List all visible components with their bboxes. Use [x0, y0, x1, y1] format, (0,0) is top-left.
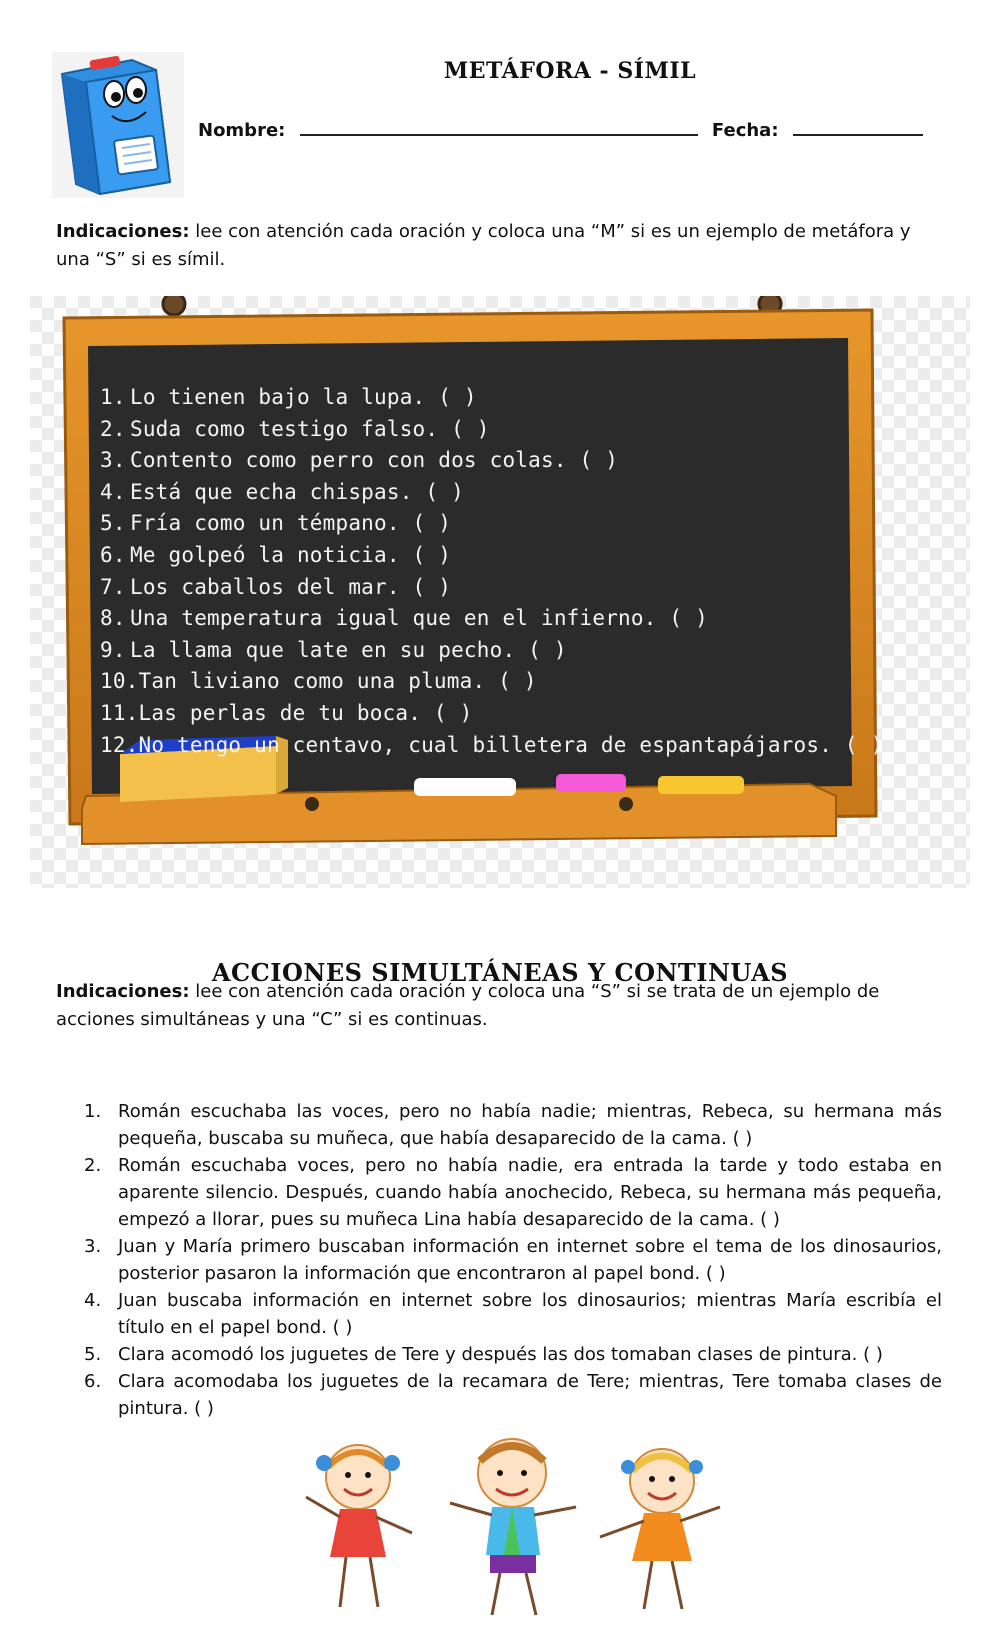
list-item: 6. Clara acomodaba los juguetes de la recamara de Tere; mientras, Tere tomaba clases de pintura. ( ) — [84, 1371, 942, 1419]
list-item: 8. Una temperatura igual que en el infierno. ( ) — [100, 606, 708, 631]
name-date-row — [198, 120, 931, 141]
instructions-label: Indicaciones: — [56, 981, 190, 1002]
list-item: 2. Román escuchaba voces, pero no había nadie, era entrada la tarde y todo estaba en aparente silencio. Después, cuando había anochecido, Rebeca, su hermana más pequeña, empezó a llorar, pues su muñeca Lina había desaparecido de la cama. ( ) — [84, 1155, 942, 1230]
list-item: 10.Tan liviano como una pluma. ( ) — [100, 669, 537, 694]
list-item: 4. Juan buscaba información en internet sobre los dinosaurios; mientras María escribía el título en el papel bond. ( ) — [84, 1290, 942, 1338]
instructions-text: lee con atención cada oración y coloca una “S” si se trata de un ejemplo de acciones simultáneas y una “C” si es continuas. — [56, 981, 880, 1030]
list-item: 5. Fría como un témpano. ( ) — [100, 511, 452, 536]
date-field[interactable] — [793, 133, 923, 136]
list-item: 6. Me golpeó la noticia. ( ) — [100, 542, 452, 567]
list-item: 9. La llama que late en su pecho. ( ) — [100, 637, 567, 662]
date-label: Fecha: — [711, 120, 779, 141]
name-label: Nombre: — [198, 120, 286, 141]
kids-jumping-illustration — [300, 1437, 740, 1637]
notebook-mascot-icon — [52, 52, 184, 198]
list-item: 7. Los caballos del mar. ( ) — [100, 574, 452, 599]
instructions-text: lee con atención cada oración y coloca una “M” si es un ejemplo de metáfora y una “S” si es símil. — [56, 221, 911, 270]
instructions-label: Indicaciones: — [56, 221, 190, 242]
list-item: 3. Contento como perro con dos colas. ( ) — [100, 448, 619, 473]
list-item: 11.Las perlas de tu boca. ( ) — [100, 700, 473, 725]
list-item: 2. Suda como testigo falso. ( ) — [100, 416, 490, 441]
instructions-metafora — [56, 218, 946, 274]
metafora-list — [100, 382, 884, 761]
page-title: METÁFORA - SÍMIL — [443, 58, 697, 84]
instructions-acciones — [56, 978, 946, 1034]
list-item: 5. Clara acomodó los juguetes de Tere y después las dos tomaban clases de pintura. ( ) — [84, 1344, 883, 1365]
list-item: 3. Juan y María primero buscaban información en internet sobre el tema de los dinosaurios, posterior pasaron la información que encontraron al papel bond. ( ) — [84, 1236, 942, 1284]
list-item: 12.No tengo un centavo, cual billetera de espantapájaros. ( ) — [100, 732, 884, 757]
kid-girl-left-icon — [306, 1445, 412, 1607]
list-item: 4. Está que echa chispas. ( ) — [100, 479, 464, 504]
acciones-list — [84, 1098, 942, 1422]
list-item: 1. Román escuchaba las voces, pero no había nadie; mientras, Rebeca, su hermana más pequeña, buscaba su muñeca, que había desaparecido de la cama. ( ) — [84, 1101, 942, 1149]
kid-boy-center-icon — [450, 1439, 576, 1615]
section-title-acciones: ACCIONES SIMULTÁNEAS Y CONTINUAS — [211, 958, 789, 987]
list-item: 1. Lo tienen bajo la lupa. ( ) — [100, 385, 477, 409]
kid-girl-right-icon — [600, 1449, 720, 1609]
name-field[interactable] — [300, 133, 698, 136]
